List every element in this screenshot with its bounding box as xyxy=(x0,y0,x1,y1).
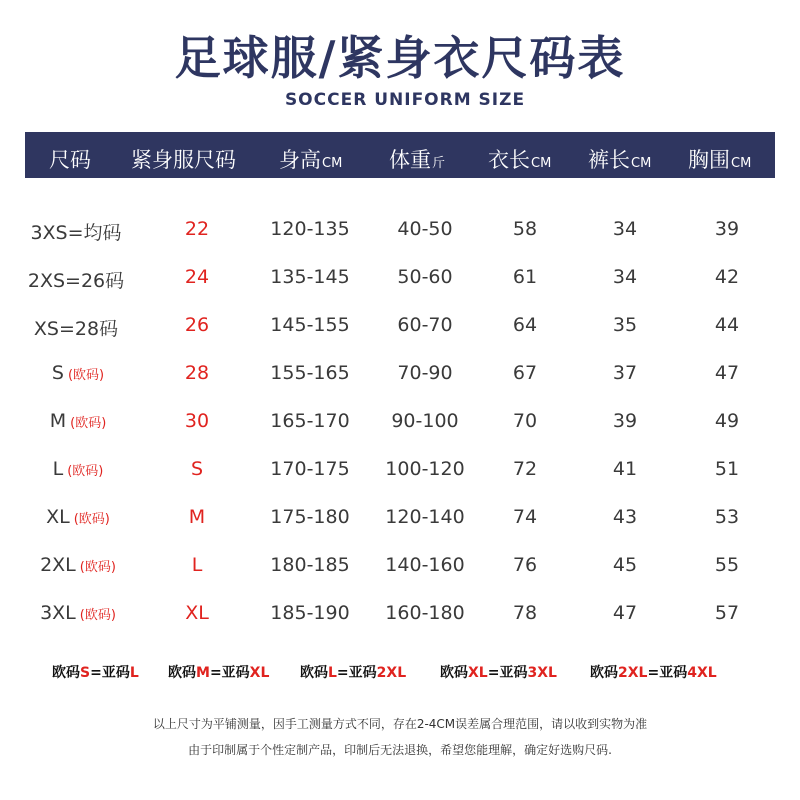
header-pants-unit: CM xyxy=(631,156,652,171)
pants-cell: 34 xyxy=(612,218,638,240)
conversion-asia-prefix: =亚码 xyxy=(209,665,250,681)
length-cell: 58 xyxy=(512,218,538,240)
size-cell xyxy=(53,458,104,480)
chest-cell: 49 xyxy=(714,410,740,432)
height-cell: 175-180 xyxy=(270,506,350,528)
size-cell xyxy=(34,314,122,341)
length-cell: 64 xyxy=(512,314,538,336)
conversion-asia-size: L xyxy=(129,665,139,681)
height-cell: 135-145 xyxy=(270,266,350,288)
table-row xyxy=(0,362,800,410)
header-tight-size xyxy=(131,144,236,174)
chest-cell: 57 xyxy=(714,602,740,624)
size-note: (欧码) xyxy=(79,608,116,623)
conversion-eu-prefix: 欧码 xyxy=(300,665,328,681)
weight-cell: 100-120 xyxy=(385,458,465,480)
table-row xyxy=(0,314,800,362)
size-note: (欧码) xyxy=(67,368,105,383)
header-length-unit: CM xyxy=(531,156,552,171)
header-pants-label: 裤长 xyxy=(588,148,630,172)
length-cell: 67 xyxy=(512,362,538,384)
header-height xyxy=(279,144,342,174)
conversion-item xyxy=(440,662,557,682)
header-length-label: 衣长 xyxy=(488,148,530,172)
table-row xyxy=(0,458,800,506)
tight-size-cell: 22 xyxy=(184,218,210,240)
header-weight-label: 体重 xyxy=(389,148,431,172)
tight-size-cell: 26 xyxy=(184,314,210,336)
header-length xyxy=(488,144,551,174)
height-cell: 180-185 xyxy=(270,554,350,576)
pants-cell: 35 xyxy=(612,314,638,336)
conversion-asia-size: 4XL xyxy=(687,665,717,681)
weight-cell: 40-50 xyxy=(397,218,453,240)
weight-cell: 120-140 xyxy=(385,506,465,528)
chest-cell: 42 xyxy=(714,266,740,288)
conversion-asia-prefix: =亚码 xyxy=(647,665,688,681)
customization-note: 由于印制属于个性定制产品，印制后无法退换，希望您能理解，确定好选购尺码. xyxy=(188,743,612,757)
header-height-label: 身高 xyxy=(279,148,321,172)
length-cell: 76 xyxy=(512,554,538,576)
table-row xyxy=(0,410,800,458)
height-cell: 185-190 xyxy=(270,602,350,624)
pants-cell: 43 xyxy=(612,506,638,528)
table-header xyxy=(25,132,775,178)
height-cell: 170-175 xyxy=(270,458,350,480)
header-chest xyxy=(688,144,751,174)
header-pants xyxy=(588,144,651,174)
conversion-eu-size: M xyxy=(196,665,210,681)
measurement-note: 以上尺寸为平铺测量，因手工测量方式不同，存在2-4CM误差属合理范围，请以收到实物为准 xyxy=(152,717,648,731)
conversion-item xyxy=(52,662,139,682)
pants-cell: 45 xyxy=(612,554,638,576)
conversion-item xyxy=(590,662,717,682)
pants-cell: 37 xyxy=(612,362,638,384)
weight-cell: 140-160 xyxy=(385,554,465,576)
conversion-asia-prefix: =亚码 xyxy=(487,665,528,681)
conversion-eu-size: L xyxy=(328,665,337,681)
length-cell: 72 xyxy=(512,458,538,480)
conversion-eu-prefix: 欧码 xyxy=(440,665,468,681)
conversion-eu-prefix: 欧码 xyxy=(52,665,80,681)
table-row xyxy=(0,554,800,602)
weight-cell: 90-100 xyxy=(391,410,459,432)
length-cell: 61 xyxy=(512,266,538,288)
conversion-item xyxy=(168,662,269,682)
size-value: 2XS=26码 xyxy=(27,270,125,292)
height-cell: 155-165 xyxy=(270,362,350,384)
tight-size-cell: 28 xyxy=(184,362,210,384)
size-note: (欧码) xyxy=(79,560,116,575)
table-row xyxy=(0,602,800,650)
weight-cell: 70-90 xyxy=(397,362,453,384)
size-cell xyxy=(40,602,116,624)
header-chest-label: 胸围 xyxy=(688,148,730,172)
tight-size-cell: L xyxy=(191,554,203,576)
size-value: 3XL xyxy=(40,602,76,624)
page-subtitle: SOCCER UNIFORM SIZE xyxy=(284,90,526,110)
chest-cell: 39 xyxy=(714,218,740,240)
length-cell: 70 xyxy=(512,410,538,432)
size-value: XL xyxy=(46,506,70,528)
tight-size-cell: 30 xyxy=(184,410,210,432)
pants-cell: 41 xyxy=(612,458,638,480)
conversion-asia-size: 3XL xyxy=(527,665,557,681)
weight-cell: 60-70 xyxy=(397,314,453,336)
pants-cell: 34 xyxy=(612,266,638,288)
size-note: (欧码) xyxy=(73,512,110,527)
weight-cell: 50-60 xyxy=(397,266,453,288)
chest-cell: 53 xyxy=(714,506,740,528)
tight-size-cell: M xyxy=(188,506,206,528)
chest-cell: 51 xyxy=(714,458,740,480)
chest-cell: 44 xyxy=(714,314,740,336)
size-cell xyxy=(52,362,104,384)
tight-size-cell: 24 xyxy=(184,266,210,288)
conversion-asia-prefix: =亚码 xyxy=(90,665,130,681)
size-value: M xyxy=(49,410,67,432)
header-weight-unit: 斤 xyxy=(432,156,446,171)
size-note: (欧码) xyxy=(67,464,104,479)
length-cell: 74 xyxy=(512,506,538,528)
size-note: (欧码) xyxy=(70,416,107,431)
conversion-eu-size: XL xyxy=(468,665,488,681)
header-height-unit: CM xyxy=(322,156,343,171)
conversion-eu-prefix: 欧码 xyxy=(168,665,196,681)
tight-size-cell: S xyxy=(190,458,204,480)
height-cell: 120-135 xyxy=(270,218,350,240)
conversion-asia-size: XL xyxy=(249,665,270,681)
size-cell xyxy=(50,410,107,432)
size-cell xyxy=(46,506,110,528)
size-cell xyxy=(28,266,128,293)
page-title: 足球服/紧身衣尺码表 xyxy=(174,31,626,85)
pants-cell: 47 xyxy=(612,602,638,624)
header-chest-unit: CM xyxy=(731,156,752,171)
header-weight xyxy=(389,144,445,174)
size-cell xyxy=(40,554,116,576)
length-cell: 78 xyxy=(512,602,538,624)
size-cell xyxy=(30,218,125,245)
conversion-item xyxy=(300,662,406,682)
pants-cell: 39 xyxy=(612,410,638,432)
size-value: L xyxy=(52,458,64,480)
size-value: 3XS=均码 xyxy=(30,222,122,244)
size-value: XS=28码 xyxy=(33,318,119,340)
table-row xyxy=(0,218,800,266)
size-value: 2XL xyxy=(40,554,76,576)
height-cell: 145-155 xyxy=(270,314,350,336)
size-value: S xyxy=(51,362,64,384)
conversion-asia-prefix: =亚码 xyxy=(336,665,377,681)
chest-cell: 47 xyxy=(714,362,740,384)
conversion-asia-size: 2XL xyxy=(376,665,407,681)
conversion-eu-size: S xyxy=(80,665,91,681)
header-tight-size-label: 紧身服尺码 xyxy=(131,148,236,172)
conversion-eu-size: 2XL xyxy=(618,665,648,681)
size-conversion-line xyxy=(0,662,800,686)
header-size xyxy=(49,144,91,174)
table-row xyxy=(0,506,800,554)
table-row xyxy=(0,266,800,314)
conversion-eu-prefix: 欧码 xyxy=(590,665,618,681)
height-cell: 165-170 xyxy=(270,410,350,432)
weight-cell: 160-180 xyxy=(385,602,465,624)
tight-size-cell: XL xyxy=(185,602,209,624)
header-size-label: 尺码 xyxy=(49,148,91,172)
chest-cell: 55 xyxy=(714,554,740,576)
